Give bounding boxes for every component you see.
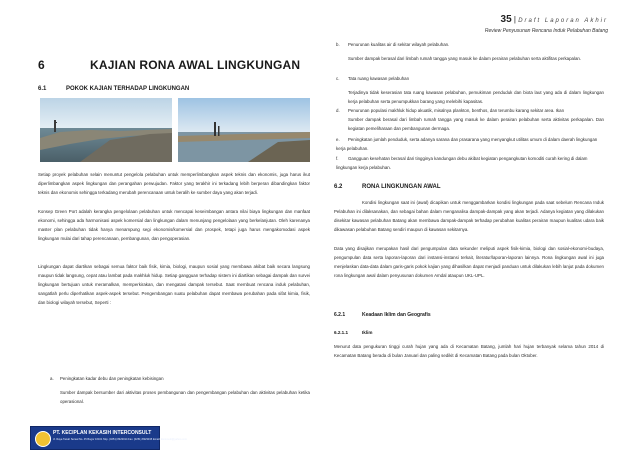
paragraph: Kondisi lingkungan saat ini (awal) dicapikan untuk menggambarkan kondisi lingkungan pada saat sebelum Rencana Induk Pelabuhan ini dilaksanakan, dan sebagai bahan dalam menganalisa dampak-dampak yang akan terjadi. Adanya kegiatan yang dilakukan disekitar kawasan pelabuhan Batang akan membawa dampak-dampak terhadap perubahan kualitas perairan maupun kualitas udara baik dikawasan pelabuhan Batang sendiri maupun di kawasan sekitarnya. [334, 200, 604, 232]
section-title: RONA LINGKUNGAN AWAL [362, 184, 441, 190]
section-heading [334, 184, 441, 190]
breakwater-photo [40, 98, 172, 162]
paragraph: Menurut data pengukuran tinggi curah hujan yang ada di Kecamatan Batang, jumlah hari hujan terbanyak selama tahun 2014 di Kecamatan Batang berada di bulan Januari dan paling sedikit di Kecamatan Batang pada bulan Oktober. [334, 344, 604, 358]
list-item [336, 154, 604, 172]
paragraph: Data yang disajikan merupakan hasil dari pengumpulan data sekunder meliputi aspek fisik-kimia, biologi dan sosial-ekonomi-budaya, pengumpulan data serta laporan-laporan dari instansi-instansi terkait, literatur/laporan-laporan lainnya. Rona lingkungan awal ini juga menjelaskan data-data dalam garis-garis pokok kajian yang dihasilkan dapat menjadi panduan untuk dilakukan lebih lanjut pada dokumen rona lingkungan awal dalam penyusunan dokumen Amdal ataupun UKL-UPL. [334, 246, 604, 278]
section-title: POKOK KAJIAN TERHADAP LINGKUNGAN [66, 86, 190, 92]
paragraph: Lingkungan dapat diartikan sebagai semua faktor baik fisik, kimia, biologi, maupun sosial yang membawa akibat baik secara langsung maupun tidak langsung, cepat atau lambat pada makhluk hidup. Setiap gangguan terhadap sistem ini diartikan sebagai dampak dan survei lingkungan bertujuan untuk meramalkan, memperkirakan, dan mengatasi dampak tersebut. Saat membuat rencana induk pelabuhan, sangatlah perlu diperhatikan aspek-aspek tersebut. Pengembangan suatu pelabuhan dapat membawa perubahan pada sifat kimia, fisik, dan biologi wilayah tersebut, Seperti : [38, 264, 310, 305]
list-item [336, 106, 604, 115]
left-body [38, 170, 310, 307]
logo-name: PT. KECIPLAN KEKASIH INTERCONSULT [53, 430, 152, 436]
list-label: Peningkatan jumlah penduduk, serta adanya sarana dan prasarana yang menyangkut utilitas umum di dalam daerah lingkungan kerja pelabuhan. [336, 137, 598, 151]
paragraph: Setiap proyek pelabuhan selain menuntut pengelola pelabuhan untuk memperlimbangkan aspek teknis dan ekonomis, juga harus ikut diperlimbangkan aspek lingkungan dan perangahan perwujudan. Faktor yang terakhir ini terkadang lebih berperan dibandingkan faktor teknis dan ekonomis sehingga terkadang merubah perencanaan untuk beralih ke sumber daya yang akan terjadi. [38, 172, 310, 195]
list-detail: Sumber dampak berasal dari limbah rumah tangga yang masuk ke dalam perairan pelabuhan serta aktifitas perkapalan. [348, 56, 582, 61]
subsection-number: 6.2.1 [334, 312, 346, 318]
list-label: Gangguan kesehatan berasal dari tingginya kandungan debu akibat kegiatan pengangkutan komoditi curah kering di dalam lingkungan kerja pelabuhan. [336, 156, 588, 170]
logo-address: Jl. Raya Tanah Sereal No. 45 Bogor 16161 Telp. (0251) 8323014 Fax. (0251) 8323015 Email: kkconsult@yahoo.com [53, 438, 188, 441]
list-label: Tata ruang kawasan pelabuhan [348, 76, 410, 81]
list-label: Penurunan kualitas air di sekitar wilayah pelabuhan. [348, 42, 450, 47]
list-marker: d. [336, 108, 340, 113]
list-label: Penurunan populasi makhluk hidup akuatik, misalnya plankton, benthos, dan terumbu karang sekitar area. Ikan [348, 108, 565, 113]
list-marker: a. [50, 376, 54, 381]
subsection-title: Keadaan Iklim dan Geografis [362, 312, 431, 318]
logo-emblem-icon [35, 431, 51, 447]
subsection-heading [334, 312, 431, 318]
chapter-title: KAJIAN RONA AWAL LINGKUNGAN [90, 58, 301, 72]
chapter-heading [38, 58, 310, 72]
company-logo [30, 426, 188, 450]
list-detail: Terjadinya tidak keserasian tata ruang kawasan pelabuhan, pemukiman penduduk dan biota laut yang ada di dalam lingkungan kerja pelabuhan serta penumpukkan barang yang melebihi kapasitas. [348, 90, 604, 104]
paragraph: Konsep Green Port adalah kerangka pengelolaan pelabuhan untuk mencapai keseimbangan antara nilai biaya lingkungan dan manfaat ekonomi, sehingga ada harmonisasi aspek komersial dan lingkungan dalam menunjang pengelolaan yang berkelanjutan. Oleh karenanya master plan pelabuhan tidak hanya menampung segi ekonomis/komersial dan prospek, tetapi juga harus mengakomodasi aspek lingkungan mulai dari tahap perencanaan, pembangunan, dan pengoperasian. [38, 209, 310, 241]
list-label: Peningkatan kadar debu dan peningkatan kebisingan [60, 376, 164, 381]
section-heading [38, 86, 189, 92]
section-number: 6.2 [334, 184, 343, 190]
subsubsection-title: Iklim [362, 330, 373, 335]
list-marker: b. [336, 42, 340, 47]
document-subtitle: Review Penyusunan Rencana Induk Pelabuhan Batang [484, 28, 608, 34]
subsubsection-heading [334, 330, 372, 335]
list-marker: e. [336, 137, 340, 142]
page-label: Draft Laporan Akhir [518, 18, 608, 24]
harbor-photo [178, 98, 310, 162]
list-item [336, 40, 604, 49]
list-marker: c. [336, 76, 340, 81]
chapter-number: 6 [38, 58, 45, 72]
list-item [336, 74, 604, 83]
page-header: 35 | Draft Laporan Akhir [500, 14, 608, 25]
list-detail: Sumber dampak berasal dari limbah rumah tangga yang masuk ke dalam perairan pelabuhan serta aktivitas perkapalan. Dan kegiatan pemeliharaan dan pembangunan dermaga. [348, 117, 604, 131]
list-detail: Sumber dampak bersumber dari aktivitas proses pembangunan dan pengembangan pelabuhan dan aktivitas pelabuhan ketika operasional. [60, 390, 310, 404]
list-marker: f. [336, 156, 339, 161]
list-item [336, 135, 604, 153]
subsubsection-number: 6.2.1.1 [334, 330, 349, 335]
section-number: 6.1 [38, 86, 47, 92]
list-item [50, 374, 310, 406]
page-number: 35 [500, 14, 512, 25]
